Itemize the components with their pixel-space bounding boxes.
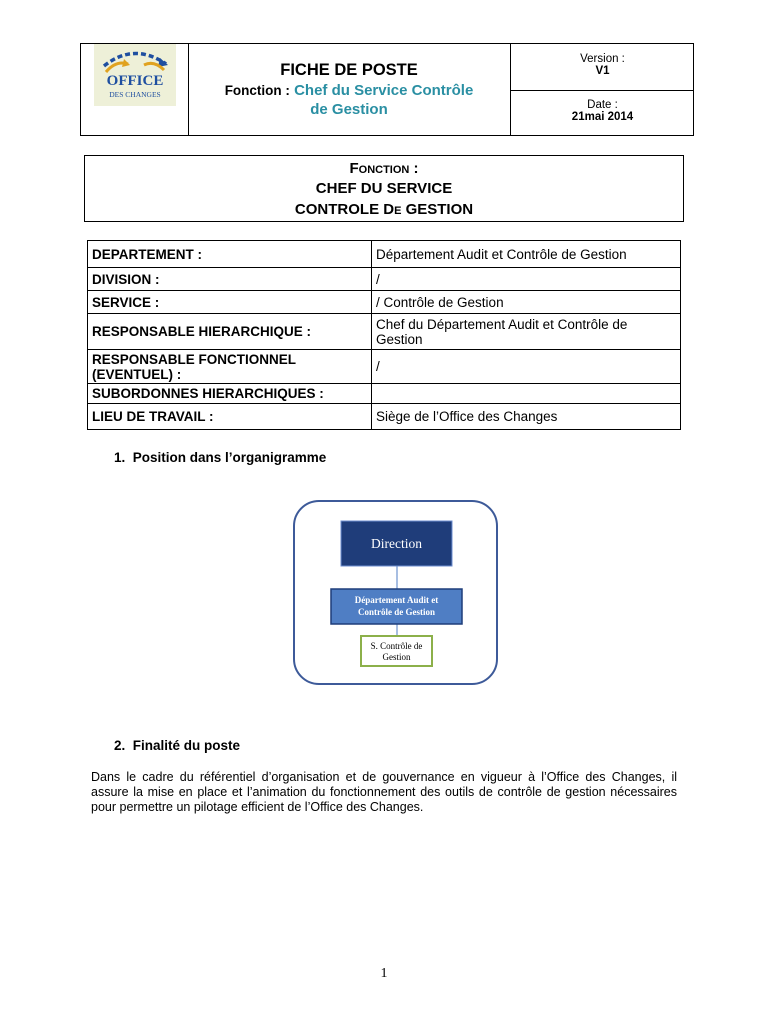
row-key: RESPONSABLE HIERARCHIQUE : [88,314,372,350]
date-label: Date : [587,99,618,111]
fonction-value-line1: Chef du Service Contrôle [294,82,474,99]
logo-text-bottom: DES CHANGES [109,90,161,99]
section-1-title: Position dans l’organigramme [132,450,327,465]
section-2-title: Finalité du poste [132,738,241,753]
department-label-line1: Département Audit et [354,595,439,605]
table-row [88,314,681,350]
section-1-heading [114,450,326,465]
logo-cell [81,44,189,135]
table-row [88,241,681,268]
table-row [88,268,681,291]
version-label: Version : [580,53,625,65]
fonction-box-title: CHEF DU SERVICE [315,180,453,197]
row-key: LIEU DE TRAVAIL : [88,404,372,430]
table-row [88,350,681,384]
finalite-paragraph: Dans le cadre du référentiel d’organisation et de gouvernance en vigueur à l’Office des Changes, il assure la mise en place et l’animation du fonctionnement des outils de contrôle de gestion nécessaires pour permettre un pilotage efficient de l’Office des Changes. [91,770,677,814]
service-label-line1: S. Contrôle de [370,641,423,651]
department-label-line2: Contrôle de Gestion [358,607,435,617]
fonction-box-subtitle: CONTROLE De GESTION [294,201,474,218]
office-des-changes-logo [94,44,176,106]
row-key: DEPARTEMENT : [88,241,372,268]
date-block [511,90,694,135]
section-2-heading [114,738,240,753]
date-value: 21mai 2014 [571,111,634,123]
service-label-line2: Gestion [382,652,411,662]
info-table [87,240,681,430]
section-1-number: 1. [114,450,126,465]
row-key: DIVISION : [88,268,372,291]
document-header [80,43,694,136]
direction-label: Direction [371,536,422,551]
fonction-box [84,155,684,222]
fonction-line [188,81,510,119]
table-row [88,404,681,430]
title-cell [188,44,511,135]
section-2-number: 2. [114,738,126,753]
fonction-value-line2: de Gestion [310,101,388,118]
org-chart [293,500,498,685]
document-title: FICHE DE POSTE [280,61,418,79]
row-value: / [372,268,681,291]
row-key: RESPONSABLE FONCTIONNEL (EVENTUEL) : [88,350,372,384]
logo-text-top: OFFICE [106,73,164,89]
row-key: SUBORDONNES HIERARCHIQUES : [88,384,372,404]
table-row [88,291,681,314]
row-value: Département Audit et Contrôle de Gestion [372,241,681,268]
row-key: SERVICE : [88,291,372,314]
fonction-label: Fonction : [224,83,290,98]
row-value: Chef du Département Audit et Contrôle de Gestion [372,314,681,350]
page-number: 1 [380,966,388,981]
fonction-box-label: Fonction : [349,160,419,177]
row-value: Siège de l’Office des Changes [372,404,681,430]
meta-cell [511,44,694,135]
version-value: V1 [595,65,610,77]
row-value: / Contrôle de Gestion [372,291,681,314]
table-row [88,384,681,404]
version-block [511,44,694,91]
row-value: / [372,350,681,384]
row-value [372,384,681,404]
